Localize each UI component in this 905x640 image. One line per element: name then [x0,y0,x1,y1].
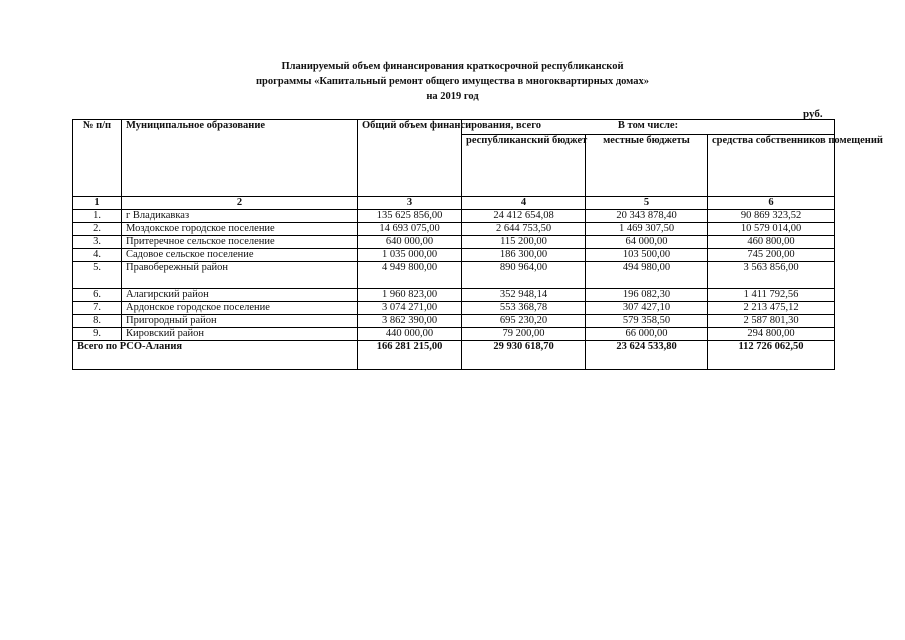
header-row-1 [73,120,835,135]
row-owners: 2 587 801,30 [708,315,835,328]
currency-unit: руб. [803,108,823,120]
row-municipality: Садовое сельское поселение [122,249,358,262]
table-row [73,210,835,223]
row-total: 3 074 271,00 [358,302,462,315]
row-number: 2. [73,223,122,236]
colnum-3: 3 [358,197,462,210]
row-local: 64 000,00 [586,236,708,249]
column-number-row [73,197,835,210]
row-owners: 460 800,00 [708,236,835,249]
row-number: 9. [73,328,122,341]
table-row [73,223,835,236]
summary-owners: 112 726 062,50 [708,341,835,370]
row-municipality: Притеречное сельское поселение [122,236,358,249]
row-republic: 115 200,00 [462,236,586,249]
row-local: 494 980,00 [586,262,708,289]
row-local: 307 427,10 [586,302,708,315]
row-republic: 79 200,00 [462,328,586,341]
row-number: 5. [73,262,122,289]
row-municipality: г Владикавказ [122,210,358,223]
row-local: 103 500,00 [586,249,708,262]
header-republic [462,135,586,197]
row-municipality: Алагирский район [122,289,358,302]
row-republic: 890 964,00 [462,262,586,289]
header-republic-label: республиканский бюджет [466,135,588,147]
header-total-label: Общий объем финансирования, всего [362,120,541,131]
header-num-label: № п/п [82,120,112,131]
header-local-label: местные бюджеты [603,135,690,147]
row-total: 1 960 823,00 [358,289,462,302]
summary-total: 166 281 215,00 [358,341,462,370]
row-number: 6. [73,289,122,302]
row-total: 3 862 390,00 [358,315,462,328]
row-owners: 3 563 856,00 [708,262,835,289]
colnum-5: 5 [586,197,708,210]
row-republic: 695 230,20 [462,315,586,328]
title-line-1: Планируемый объем финансирования краткосрочной республиканской [281,61,624,72]
colnum-1: 1 [73,197,122,210]
row-local: 1 469 307,50 [586,223,708,236]
header-num [73,120,122,197]
table-row [73,315,835,328]
summary-republic: 29 930 618,70 [462,341,586,370]
row-republic: 186 300,00 [462,249,586,262]
title-line-2: программы «Капитальный ремонт общего имущества в многоквартирных домах» [255,76,650,87]
table-row [73,289,835,302]
table-row [73,328,835,341]
row-owners: 90 869 323,52 [708,210,835,223]
header-local [586,135,708,197]
table-row [73,262,835,289]
row-owners: 745 200,00 [708,249,835,262]
row-total: 1 035 000,00 [358,249,462,262]
colnum-4: 4 [462,197,586,210]
header-owners-label: средства собственников помещений [712,135,883,147]
row-municipality: Моздокское городское поселение [122,223,358,236]
row-total: 4 949 800,00 [358,262,462,289]
header-municipality-label: Муниципальное образование [126,120,266,131]
row-republic: 553 368,78 [462,302,586,315]
row-total: 135 625 856,00 [358,210,462,223]
row-owners: 10 579 014,00 [708,223,835,236]
row-municipality: Кировский район [122,328,358,341]
row-local: 579 358,50 [586,315,708,328]
row-municipality: Ардонское городское поселение [122,302,358,315]
header-including-label: В том числе: [617,120,679,131]
colnum-6: 6 [708,197,835,210]
row-owners: 294 800,00 [708,328,835,341]
row-local: 66 000,00 [586,328,708,341]
row-republic: 2 644 753,50 [462,223,586,236]
row-total: 640 000,00 [358,236,462,249]
row-owners: 2 213 475,12 [708,302,835,315]
financing-table [72,119,883,370]
row-number: 1. [73,210,122,223]
row-local: 196 082,30 [586,289,708,302]
table-row [73,236,835,249]
document-title [0,59,905,104]
row-local: 20 343 878,40 [586,210,708,223]
table-row [73,302,835,315]
row-total: 14 693 075,00 [358,223,462,236]
row-number: 8. [73,315,122,328]
row-republic: 352 948,14 [462,289,586,302]
colnum-2: 2 [122,197,358,210]
table-row [73,249,835,262]
row-owners: 1 411 792,56 [708,289,835,302]
header-municipality [122,120,358,197]
title-line-3: на 2019 год [426,91,479,102]
row-number: 7. [73,302,122,315]
summary-label: Всего по РСО-Алания [73,341,358,370]
header-owners [708,135,883,197]
row-number: 3. [73,236,122,249]
row-republic: 24 412 654,08 [462,210,586,223]
summary-local: 23 624 533,80 [586,341,708,370]
row-number: 4. [73,249,122,262]
row-total: 440 000,00 [358,328,462,341]
row-municipality: Пригородный район [122,315,358,328]
row-municipality: Правобережный район [122,262,358,289]
summary-row [73,341,835,370]
